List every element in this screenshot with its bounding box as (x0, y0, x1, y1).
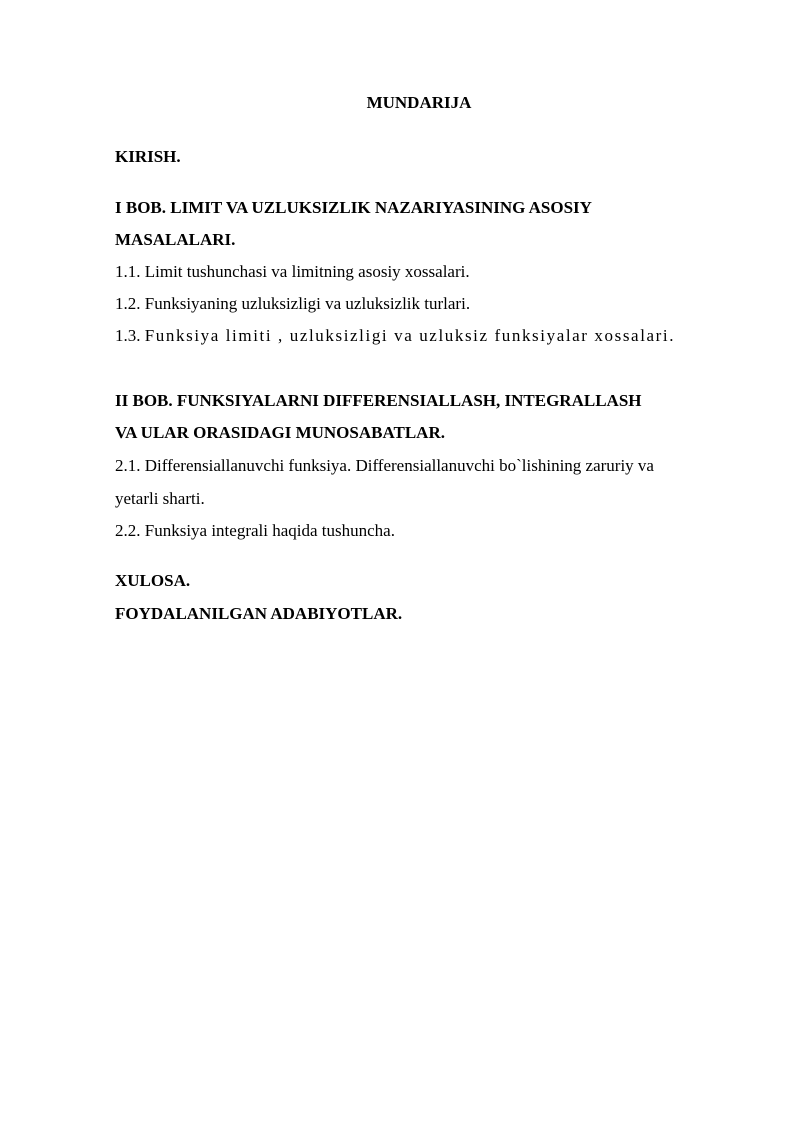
toc-intro: KIRISH. (115, 147, 181, 166)
chapter1-heading-line1: I BOB. LIMIT VA UZLUKSIZLIK NAZARIYASINING ASOSIY (115, 198, 592, 217)
toc-item-1-3 (115, 325, 755, 347)
toc-item-1-3-text: Funksiya limiti , uzluksizligi va uzluksiz funksiyalar xossalari. (144, 326, 676, 345)
page-title: MUNDARIJA (366, 93, 472, 112)
toc-references: FOYDALANILGAN ADABIYOTLAR. (115, 604, 403, 623)
toc-item-1-1: 1.1. Limit tushunchasi va limitning asosiy xossalari. (115, 262, 470, 281)
chapter2-heading-line1: II BOB. FUNKSIYALARNI DIFFERENSIALLASH, INTEGRALLASH (115, 391, 642, 410)
toc-item-2-1: 2.1. Differensiallanuvchi funksiya. Differensiallanuvchi bo`lishining zaruriy va (115, 456, 654, 475)
chapter1-heading-line2: MASALALARI. (115, 230, 236, 249)
toc-item-2-1-continued: yetarli sharti. (115, 489, 205, 508)
toc-item-1-3-number: 1.3. (115, 326, 141, 345)
toc-item-2-2: 2.2. Funksiya integrali haqida tushuncha. (115, 521, 395, 540)
toc-conclusion: XULOSA. (115, 571, 191, 590)
toc-item-1-2: 1.2. Funksiyaning uzluksizligi va uzluksizlik turlari. (115, 294, 471, 313)
chapter2-heading-line2: VA ULAR ORASIDAGI MUNOSABATLAR. (115, 423, 445, 442)
